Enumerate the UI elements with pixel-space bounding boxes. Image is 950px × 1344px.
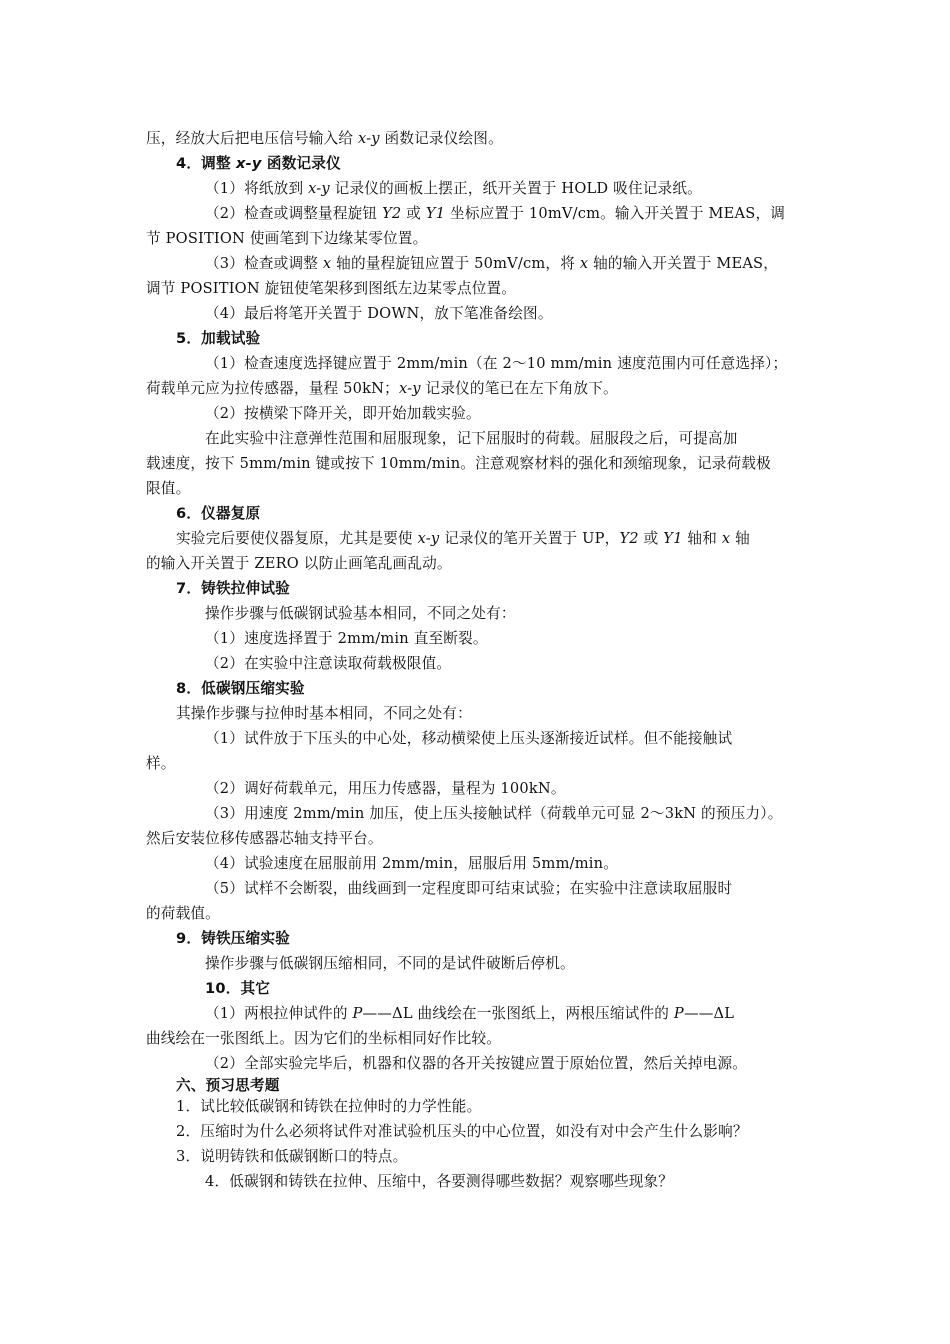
question-item: 1．试比较低碳钢和铸铁在拉伸时的力学性能。 xyxy=(176,1098,482,1115)
text-line: 限值。 xyxy=(146,480,191,497)
section-heading: 8．低碳钢压缩实验 xyxy=(176,680,305,697)
text-line: 调节 POSITION 旋钮使笔架移到图纸左边某零点位置。 xyxy=(146,280,517,297)
question-item: 3．说明铸铁和低碳钢断口的特点。 xyxy=(176,1148,408,1165)
section-heading: 6．仪器复原 xyxy=(176,505,261,522)
text-line: （4）最后将笔开关置于 DOWN，放下笔准备绘图。 xyxy=(205,305,553,322)
text-line: （4）试验速度在屈服前用 2mm/min，屈服后用 5mm/min。 xyxy=(205,855,619,872)
text-line: 荷载单元应为拉传感器，量程 50kN；x-y 记录仪的笔已在左下角放下。 xyxy=(146,380,618,397)
text-line: 曲线绘在一张图纸上。因为它们的坐标相同好作比较。 xyxy=(146,1030,502,1047)
question-item: 4．低碳钢和铸铁在拉伸、压缩中，各要测得哪些数据？观察哪些现象？ xyxy=(205,1173,674,1190)
text-line: 实验完后要使仪器复原，尤其是要使 x-y 记录仪的笔开关置于 UP，Y2 或 Y1 轴和 x 轴 xyxy=(176,530,750,547)
text-line: 载速度，按下 5mm/min 键或按下 10mm/min。注意观察材料的强化和颈缩现象，记录荷载极 xyxy=(146,455,771,472)
text-line: （2）按横梁下降开关，即开始加载实验。 xyxy=(205,405,481,422)
section-heading: 4．调整 x-y 函数记录仪 xyxy=(176,155,341,172)
text-line: （2）全部实验完毕后，机器和仪器的各开关按键应置于原始位置，然后关掉电源。 xyxy=(205,1055,748,1072)
text-line: 操作步骤与低碳钢试验基本相同，不同之处有： xyxy=(205,605,516,622)
text-line: （1）检查速度选择键应置于 2mm/min（在 2～10 mm/min 速度范围内可任意选择）； xyxy=(205,355,788,372)
section-heading: 10．其它 xyxy=(205,980,271,997)
text-line: （5）试样不会断裂，曲线画到一定程度即可结束试验；在实验中注意读取屈服时 xyxy=(205,880,733,897)
section-heading: 9．铸铁压缩实验 xyxy=(176,930,290,947)
text-line: （1）两根拉伸试件的 P——ΔL 曲线绘在一张图纸上，两根压缩试件的 P——ΔL xyxy=(205,1005,735,1022)
text-line: （2）在实验中注意读取荷载极限值。 xyxy=(205,655,452,672)
section-heading: 7．铸铁拉伸试验 xyxy=(176,580,290,597)
text-line: 在此实验中注意弹性范围和屈服现象，记下屈服时的荷载。屈服段之后，可提高加 xyxy=(205,430,738,447)
text-line: 节 POSITION 使画笔到下边缘某零位置。 xyxy=(146,230,428,247)
section-heading: 六、预习思考题 xyxy=(176,1077,280,1094)
text-line: （2）调好荷载单元，用压力传感器，量程为 100kN。 xyxy=(205,780,566,797)
text-line: 的输入开关置于 ZERO 以防止画笔乱画乱动。 xyxy=(146,555,452,572)
text-line: 压，经放大后把电压信号输入给 x-y 函数记录仪绘图。 xyxy=(146,130,503,147)
text-line: （1）试件放于下压头的中心处，移动横梁使上压头逐渐接近试样。但不能接触试 xyxy=(205,730,733,747)
text-line: （3）检查或调整 x 轴的量程旋钮应置于 50mV/cm，将 x 轴的输入开关置于 MEAS， xyxy=(205,255,779,272)
text-line: 其操作步骤与拉伸时基本相同，不同之处有： xyxy=(176,705,472,722)
text-line: （1）将纸放到 x-y 记录仪的画板上摆正，纸开关置于 HOLD 吸住记录纸。 xyxy=(205,180,702,197)
text-line: 的荷载值。 xyxy=(146,905,220,922)
text-line: 然后安装位移传感器芯轴支持平台。 xyxy=(146,830,383,847)
text-line: 操作步骤与低碳钢压缩相同，不同的是试件破断后停机。 xyxy=(205,955,575,972)
text-line: （2）检查或调整量程旋钮 Y2 或 Y1 坐标应置于 10mV/cm。输入开关置于 MEAS，调 xyxy=(205,205,786,222)
text-line: 样。 xyxy=(146,755,176,772)
text-line: （1）速度选择置于 2mm/min 直至断裂。 xyxy=(205,630,488,647)
text-line: （3）用速度 2mm/min 加压，使上压头接触试样（荷载单元可显 2～3kN 的预压力）。 xyxy=(205,805,783,822)
question-item: 2．压缩时为什么必须将试件对准试验机压头的中心位置，如没有对中会产生什么影响？ xyxy=(176,1123,748,1140)
section-heading: 5．加载试验 xyxy=(176,330,261,347)
